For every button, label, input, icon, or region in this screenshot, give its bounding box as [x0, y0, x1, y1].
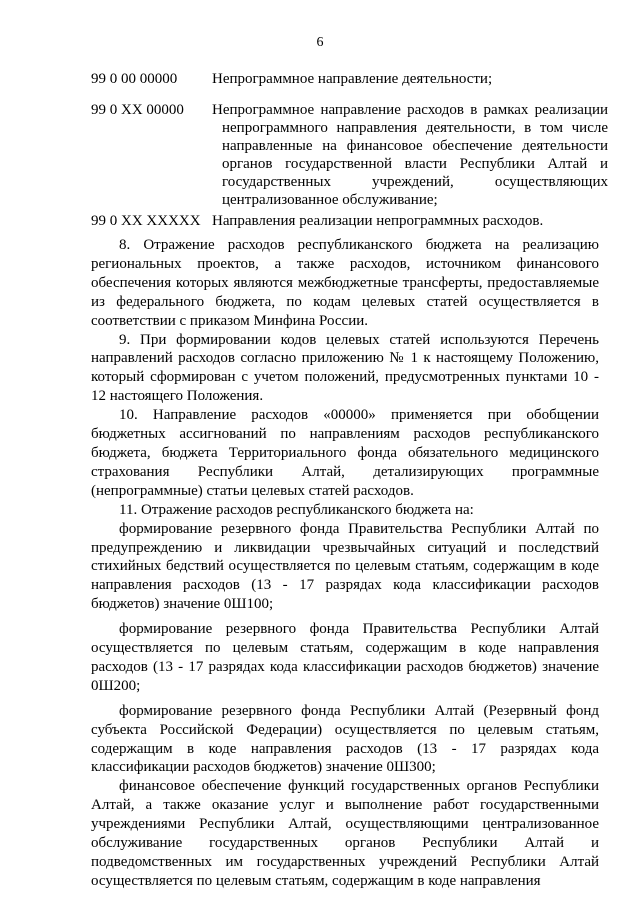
paragraph: 9. При формировании кодов целевых статей используются Перечень направлений расходов согласно приложению № 1 к настоящему Положению, который сформирован с учетом положений, предусмотренных пунктами 10 - 12 настоящего Положения. — [91, 331, 599, 405]
paragraph: формирование резервного фонда Правительства Республики Алтай осуществляется по целевым статьям, содержащим в коде направления расходов (13 - 17 разрядах кода классификации расходов бюджетов) значение 0Ш200; — [91, 621, 599, 694]
code-value: 99 0 XX 00000 — [91, 102, 184, 118]
code-value: 99 0 XX XXXXX — [91, 213, 201, 229]
page-number: 6 — [316, 35, 324, 50]
code-description: Непрограммное направление расходов в рамках реализации непрограммного направления деятельности, в том числе направленные на финансовое обеспечение деятельности органов государственной власти Республики Алтай и государственных учреждений, осуществляющих централизованное обслуживание; — [212, 102, 608, 208]
paragraph: формирование резервного фонда Республики Алтай (Резервный фонд субъекта Российской Федерации) осуществляется по целевым статьям, содержащим в коде направления расходов (13 - 17 разрядах кода классификации расходов бюджетов) значение 0Ш300; — [91, 702, 599, 776]
paragraph: 8. Отражение расходов республиканского бюджета на реализацию региональных проектов, а также расходов, источником финансового обеспечения которых являются межбюджетные трансферты, предоставляемые из федерального бюджета, по кодам целевых статей осуществляется в соответствии с приказом Минфина России. — [91, 237, 599, 329]
code-description: Направления реализации непрограммных расходов. — [212, 213, 544, 229]
paragraph: 10. Направление расходов «00000» применяется при обобщении бюджетных ассигнований по направлениям расходов республиканского бюджета, бюджета Территориального фонда обязательного медицинского страхования Республики Алтай, детализирующих программные (непрограммные) статьи целевых статей расходов. — [91, 407, 599, 499]
body-text — [91, 236, 599, 891]
paragraph: финансовое обеспечение функций государственных органов Республики Алтай, а также оказание услуг и выполнение работ государственными учреждениями Республики Алтай, осуществляющими централизованное обслуживание государственных органов Республики Алтай и подведомственных им государственных учреждений Республики Алтай осуществляется по целевым статьям, содержащим в коде направления — [91, 778, 599, 889]
code-description: Непрограммное направление деятельности; — [212, 71, 493, 87]
paragraph: формирование резервного фонда Правительства Республики Алтай по предупреждению и ликвидации чрезвычайных ситуаций и последствий стихийных бедствий осуществляется по целевым статьям, содержащим в коде направления расходов (13 - 17 разрядах кода классификации расходов бюджетов) значение 0Ш100; — [91, 520, 599, 613]
paragraph: 11. Отражение расходов республиканского бюджета на: — [119, 501, 474, 518]
code-value: 99 0 00 00000 — [91, 71, 178, 87]
